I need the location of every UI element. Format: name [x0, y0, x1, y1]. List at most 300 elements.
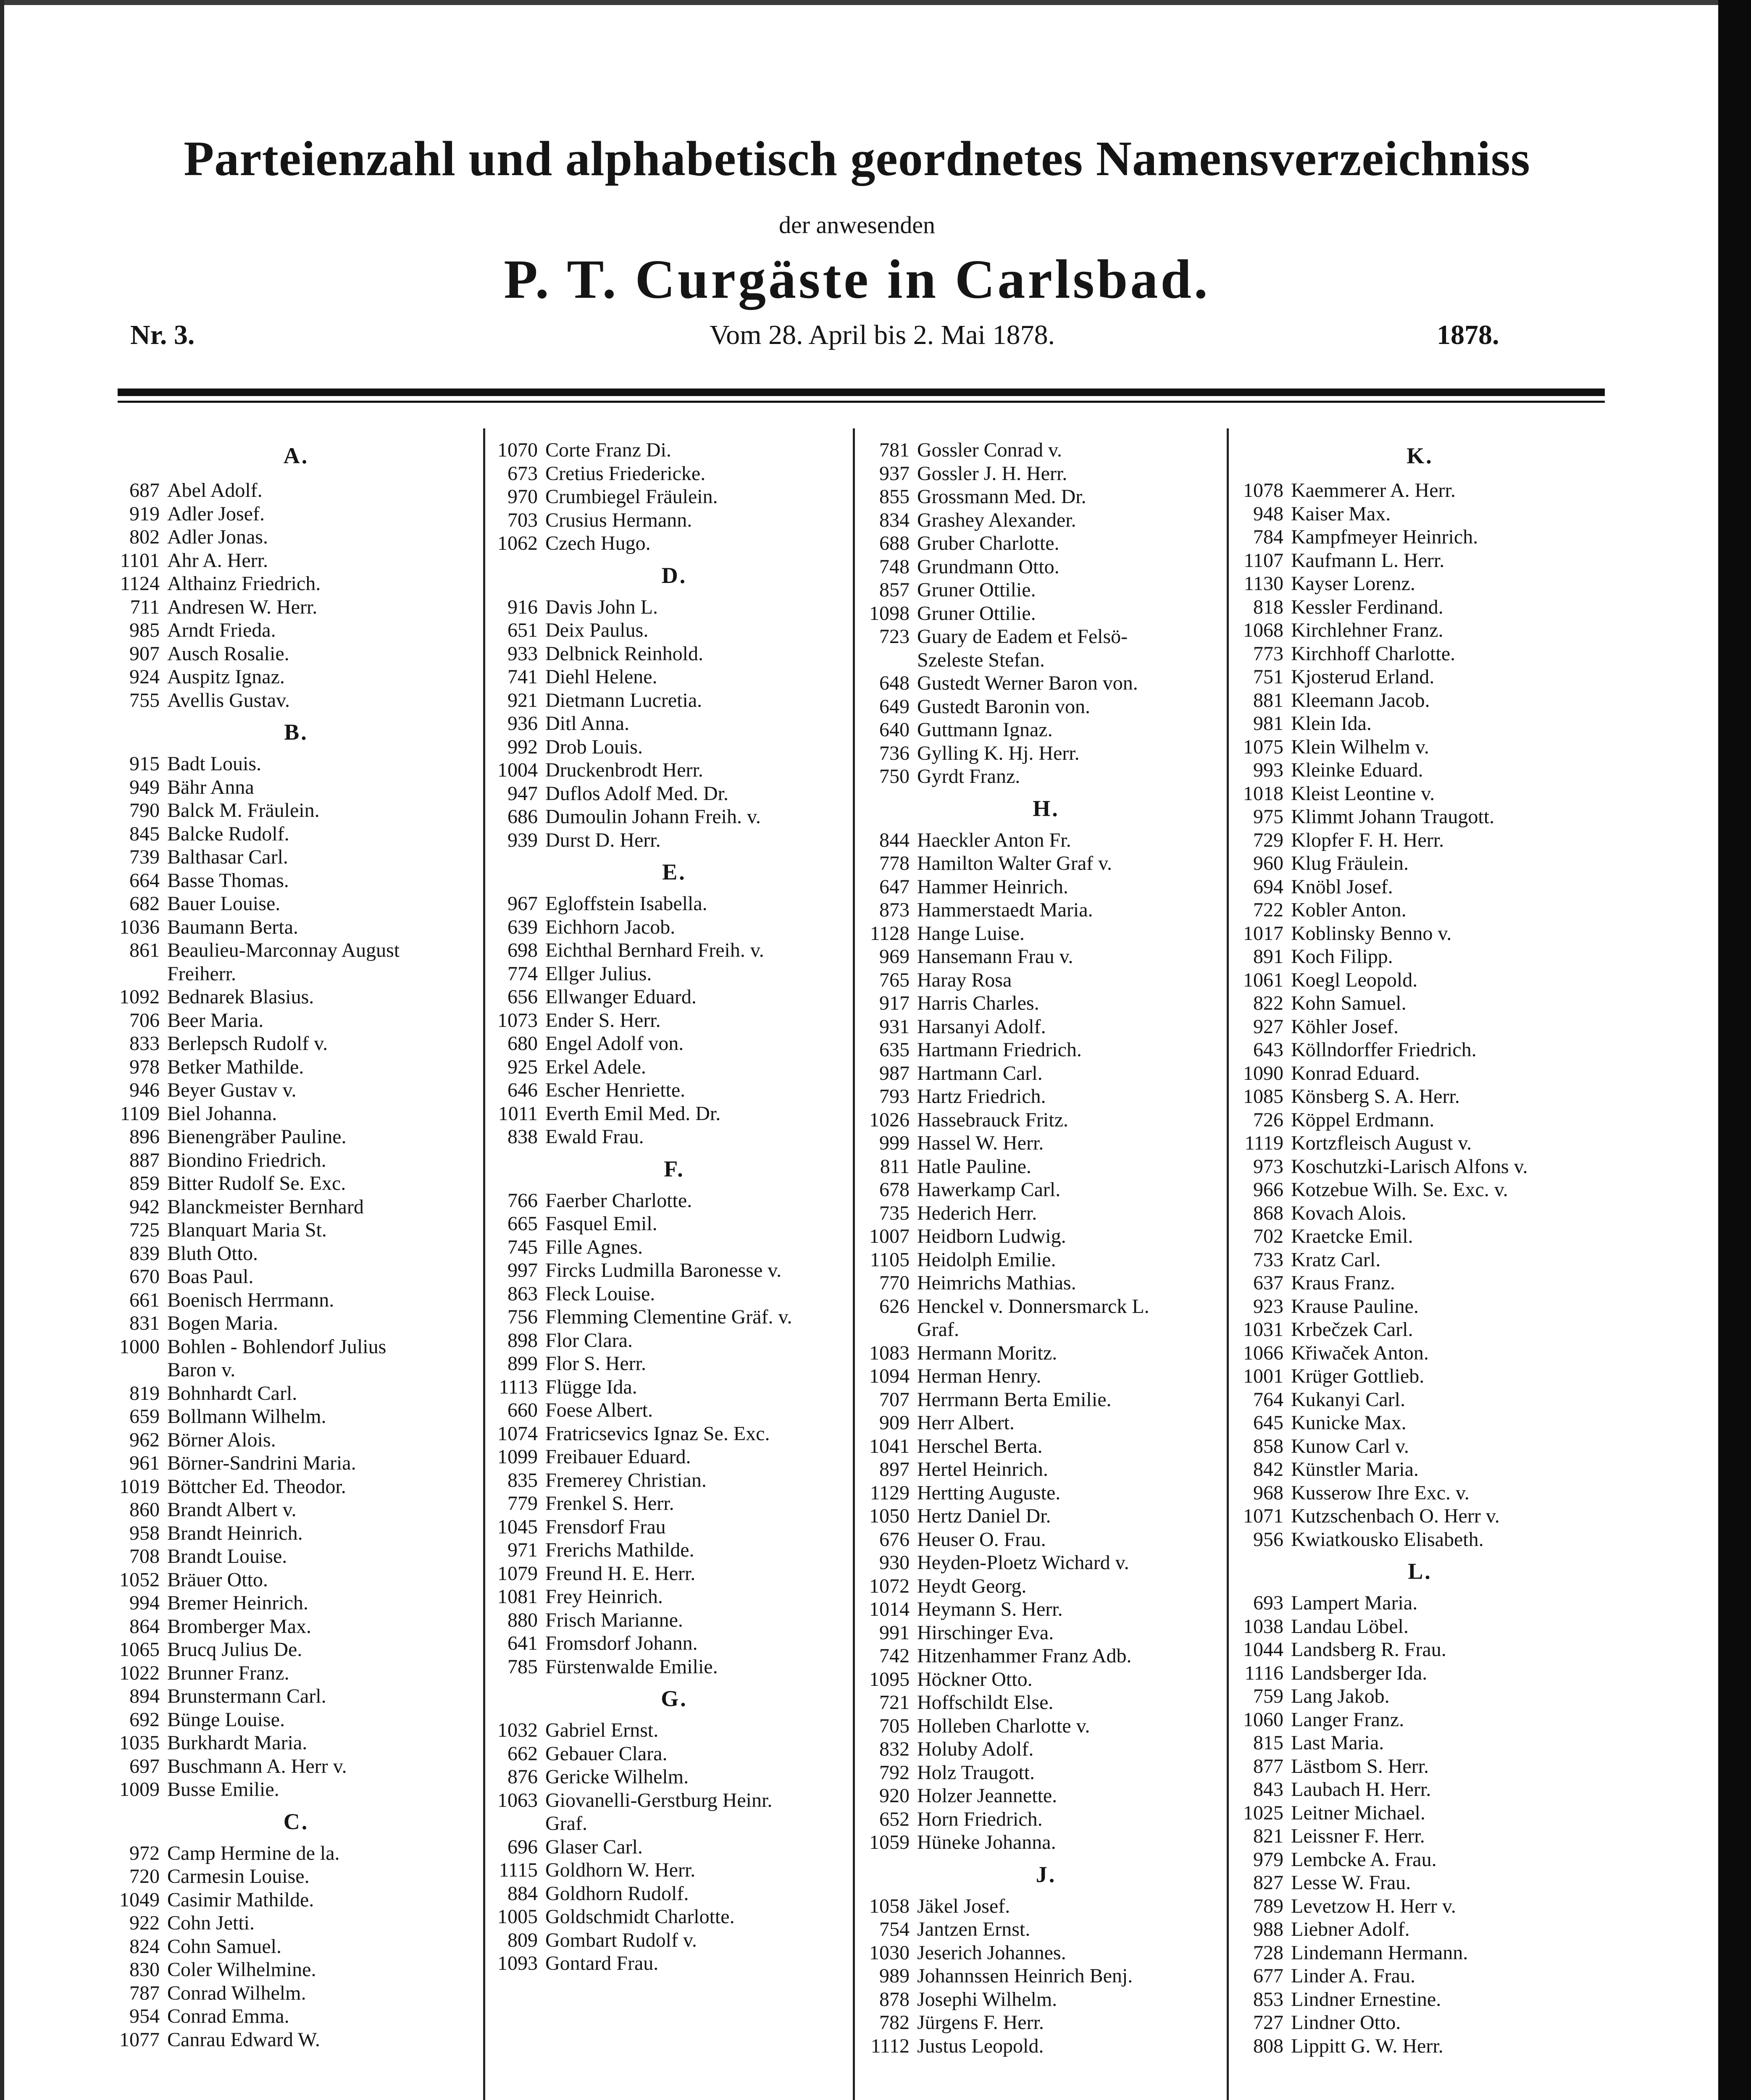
party-number: 706: [129, 1009, 160, 1032]
list-item: [101, 1475, 466, 1499]
guest-name-continuation: Graf.: [545, 1812, 587, 1835]
party-number: 1005: [497, 1906, 538, 1928]
guest-name: Balthasar Carl.: [167, 846, 288, 869]
guest-name: Durst D. Herr.: [545, 829, 661, 851]
guest-name: Gruner Ottilie.: [917, 602, 1036, 625]
party-number: 1031: [1243, 1318, 1283, 1341]
section-letter: A.: [283, 443, 309, 468]
list-item: [851, 1038, 1216, 1062]
guest-name: Ditl Anna.: [545, 712, 629, 735]
party-number: 723: [879, 625, 910, 648]
party-number: 1007: [869, 1225, 910, 1248]
guest-name: Heidolph Emilie.: [917, 1248, 1056, 1271]
guest-name: Bünge Louise.: [167, 1708, 285, 1731]
party-number: 815: [1253, 1732, 1283, 1754]
party-number: 1036: [119, 916, 160, 938]
list-item: [479, 1789, 844, 1812]
guest-name: Knöbl Josef.: [1291, 875, 1393, 898]
list-item: [851, 945, 1216, 969]
list-item: [1225, 1871, 1590, 1895]
guest-name: Kukanyi Carl.: [1291, 1388, 1405, 1411]
party-number: 1022: [119, 1662, 160, 1684]
list-item: [851, 1295, 1216, 1318]
section-letter: K.: [1407, 443, 1433, 468]
party-number: 635: [879, 1039, 910, 1061]
guest-name: Gombart Rudolf v.: [545, 1929, 697, 1951]
party-number: 947: [507, 782, 538, 805]
party-number: 793: [879, 1085, 910, 1108]
party-number: 687: [129, 479, 160, 502]
guest-name: Freund H. E. Herr.: [545, 1562, 696, 1585]
guest-name: Conrad Emma.: [167, 2005, 289, 2028]
list-item: [851, 1761, 1216, 1785]
guest-name: Kohn Samuel.: [1291, 992, 1407, 1015]
party-number: 985: [129, 619, 160, 642]
party-number: 853: [1253, 1988, 1283, 2011]
party-number: 842: [1253, 1458, 1283, 1481]
party-number: 973: [1253, 1155, 1283, 1178]
guest-name-continuation: Freiherr.: [167, 962, 236, 985]
party-number: 821: [1253, 1825, 1283, 1848]
guest-name: Hartz Friedrich.: [917, 1085, 1046, 1108]
party-number: 787: [129, 1982, 160, 2004]
party-number: 661: [129, 1289, 160, 1311]
party-number: 808: [1253, 2034, 1283, 2057]
party-number: 844: [879, 829, 910, 851]
list-item: [1225, 1801, 1590, 1825]
list-item: [101, 619, 466, 642]
party-number: 647: [879, 875, 910, 898]
party-number: 898: [507, 1329, 538, 1352]
guest-name: Biel Johanna.: [167, 1102, 277, 1125]
party-number: 774: [507, 962, 538, 985]
party-number: 863: [507, 1282, 538, 1305]
party-number: 1079: [497, 1562, 538, 1585]
party-number: 688: [879, 532, 910, 555]
list-item: [1225, 922, 1590, 945]
guest-name: Klimmt Johann Traugott.: [1291, 806, 1495, 828]
list-item: [851, 1598, 1216, 1621]
guest-name: Crumbiegel Fräulein.: [545, 486, 718, 508]
party-number: 759: [1253, 1685, 1283, 1708]
list-item: [851, 898, 1216, 922]
party-number: 1075: [1243, 735, 1283, 758]
guest-name: Bohnhardt Carl.: [167, 1382, 297, 1404]
party-number: 1025: [1243, 1801, 1283, 1824]
guest-name: Basse Thomas.: [167, 869, 289, 892]
document-title: Parteienzahl und alphabetisch geordnetes Namensverzeichniss: [184, 131, 1530, 186]
party-number: 878: [879, 1988, 910, 2011]
list-item: [101, 1731, 466, 1755]
list-item: [1225, 572, 1590, 596]
list-item: [1225, 1202, 1590, 1225]
guest-name: Engel Adolf von.: [545, 1032, 684, 1055]
party-number: 721: [879, 1691, 910, 1714]
guest-name: Fromsdorf Johann.: [545, 1632, 698, 1655]
guest-name: Conrad Wilhelm.: [167, 1982, 306, 2004]
list-item: [101, 1662, 466, 1685]
list-item: [1225, 712, 1590, 735]
party-number: 1083: [869, 1341, 910, 1364]
list-item: [101, 1032, 466, 1055]
guest-name: Gericke Wilhelm.: [545, 1766, 689, 1788]
party-number: 754: [879, 1918, 910, 1941]
party-number: 1066: [1243, 1341, 1283, 1364]
party-number: 962: [129, 1428, 160, 1451]
guest-name: Erkel Adele.: [545, 1055, 646, 1078]
issue-year: 1878.: [1437, 320, 1499, 350]
party-number: 1113: [499, 1376, 538, 1398]
guest-name: Kleinke Eduard.: [1291, 759, 1423, 782]
list-item: [101, 822, 466, 846]
party-number: 931: [879, 1015, 910, 1038]
document-place-heading: P. T. Curgäste in Carlsbad.: [504, 248, 1210, 310]
list-item: [1225, 1731, 1590, 1755]
guest-name: Betker Mathilde.: [167, 1055, 304, 1078]
party-number: 1059: [869, 1831, 910, 1854]
party-number: 1099: [497, 1446, 538, 1468]
party-number: 1063: [497, 1789, 538, 1811]
guest-name: Baumann Berta.: [167, 916, 298, 938]
guest-name: Crusius Hermann.: [545, 509, 692, 531]
guest-name: Kirchlehner Franz.: [1291, 619, 1443, 642]
guest-name: Holzer Jeannette.: [917, 1785, 1057, 1807]
header-rule-thick: [118, 388, 1605, 396]
list-item: [851, 1435, 1216, 1458]
party-number: 1119: [1244, 1132, 1283, 1155]
party-number: 1107: [1244, 549, 1283, 572]
guest-name: Landau Löbel.: [1291, 1615, 1409, 1638]
guest-name: Herschel Berta.: [917, 1435, 1043, 1457]
guest-name: Lippitt G. W. Herr.: [1291, 2034, 1443, 2057]
party-number: 925: [507, 1055, 538, 1078]
party-number: 733: [1253, 1248, 1283, 1271]
guest-name: Brunner Franz.: [167, 1662, 289, 1684]
list-item: [479, 1399, 844, 1422]
party-number: 833: [129, 1032, 160, 1055]
list-item: [479, 1492, 844, 1515]
guest-name: Heydt Georg.: [917, 1575, 1027, 1597]
party-number: 1109: [120, 1102, 160, 1125]
guest-name: Langer Franz.: [1291, 1708, 1404, 1731]
list-item: [851, 1941, 1216, 1965]
list-item: [479, 735, 844, 759]
party-number: 927: [1253, 1015, 1283, 1038]
list-item: [479, 1259, 844, 1282]
list-item: [101, 1888, 466, 1912]
list-item: [479, 1079, 844, 1102]
list-item: [1225, 875, 1590, 899]
list-item: [101, 1865, 466, 1888]
party-number: 923: [1253, 1295, 1283, 1318]
list-item: [851, 1691, 1216, 1714]
list-item: [101, 1242, 466, 1265]
party-number: 891: [1253, 945, 1283, 968]
list-item: [479, 1032, 844, 1055]
guest-name: Leitner Michael.: [1291, 1801, 1425, 1824]
list-item: [851, 1108, 1216, 1132]
party-number: 1030: [869, 1941, 910, 1964]
party-number: 1077: [119, 2028, 160, 2051]
guest-name: Badt Louis.: [167, 753, 261, 775]
guest-name: Landsberg R. Frau.: [1291, 1638, 1446, 1661]
guest-name: Corte Franz Di.: [545, 439, 671, 462]
list-item: [1225, 1131, 1590, 1155]
section-letter: G.: [661, 1686, 688, 1711]
party-number: 1090: [1243, 1062, 1283, 1084]
scan-edge-right: [1718, 0, 1751, 2100]
guest-name: Bähr Anna: [167, 776, 254, 798]
guest-name: Andresen W. Herr.: [167, 596, 318, 618]
guest-name: Hoffschildt Else.: [917, 1691, 1054, 1714]
guest-name: Johannssen Heinrich Benj.: [917, 1965, 1133, 1987]
party-number: 784: [1253, 526, 1283, 549]
list-item: [851, 1504, 1216, 1528]
party-number: 993: [1253, 759, 1283, 782]
list-item: [101, 1842, 466, 1865]
party-number: 748: [879, 555, 910, 578]
list-item: [1225, 1225, 1590, 1248]
guest-name: Holz Traugott.: [917, 1761, 1035, 1784]
list-item: [851, 485, 1216, 509]
party-number: 643: [1253, 1039, 1283, 1061]
party-number: 1060: [1243, 1708, 1283, 1731]
list-item: [479, 1055, 844, 1079]
guest-name: Egloffstein Isabella.: [545, 892, 707, 915]
list-item: [1225, 1591, 1590, 1615]
list-item: [851, 829, 1216, 852]
list-item: [479, 1719, 844, 1742]
party-number: 1052: [119, 1568, 160, 1591]
party-number: 939: [507, 829, 538, 851]
list-item: [479, 532, 844, 555]
party-number: 660: [507, 1399, 538, 1422]
list-item: [101, 1009, 466, 1032]
party-number: 835: [507, 1469, 538, 1491]
guest-name: Carmesin Louise.: [167, 1865, 310, 1888]
guest-name: Blanquart Maria St.: [167, 1219, 327, 1242]
list-item: [101, 776, 466, 799]
guest-name: Justus Leopold.: [917, 2034, 1044, 2057]
list-item: [1225, 759, 1590, 782]
guest-name: Beaulieu-Marconnay August: [167, 939, 400, 962]
party-number: 739: [129, 846, 160, 869]
guest-name: Hüneke Johanna.: [917, 1831, 1056, 1854]
party-number: 979: [1253, 1848, 1283, 1871]
party-number: 954: [129, 2005, 160, 2028]
guest-name: Kunicke Max.: [1291, 1412, 1407, 1434]
list-item: [1225, 549, 1590, 572]
party-number: 673: [507, 462, 538, 485]
guest-name: Hammerstaedt Maria.: [917, 899, 1093, 921]
party-number: 765: [879, 969, 910, 991]
list-item: [1225, 1062, 1590, 1085]
party-number: 646: [507, 1079, 538, 1102]
list-item: [851, 1365, 1216, 1388]
guest-name: Koschutzki-Larisch Alfons v.: [1291, 1155, 1528, 1178]
column-top-gap: [479, 433, 844, 438]
list-item: [1225, 1015, 1590, 1039]
scan-edge-top: [0, 0, 1751, 5]
guest-name: Kobler Anton.: [1291, 899, 1407, 921]
party-number: 992: [507, 735, 538, 758]
party-number: 1032: [497, 1719, 538, 1742]
list-item: [851, 1388, 1216, 1412]
party-number: 972: [129, 1842, 160, 1864]
guest-name: Herr Albert.: [917, 1412, 1015, 1434]
list-item: [851, 992, 1216, 1015]
guest-name: Köllndorffer Friedrich.: [1291, 1039, 1477, 1061]
party-number: 1128: [870, 922, 910, 945]
guest-name: Frey Heinrich.: [545, 1586, 663, 1608]
guest-name: Hammer Heinrich.: [917, 875, 1068, 898]
guest-name: Fasquel Emil.: [545, 1213, 657, 1235]
list-item: [1225, 596, 1590, 619]
list-item: [851, 1551, 1216, 1575]
party-number: 975: [1253, 806, 1283, 828]
list-item: [851, 1178, 1216, 1202]
guest-name: Ellger Julius.: [545, 962, 652, 985]
party-number: 727: [1253, 2011, 1283, 2034]
party-number: 915: [129, 753, 160, 775]
party-number: 1004: [497, 759, 538, 782]
list-item: [101, 1498, 466, 1522]
list-item: [851, 742, 1216, 765]
guest-name: Flügge Ida.: [545, 1376, 637, 1398]
list-item: [851, 1202, 1216, 1225]
list-item: [479, 1515, 844, 1539]
list-item: [101, 1218, 466, 1242]
guest-name: Frisch Marianne.: [545, 1609, 683, 1631]
list-item: [851, 1131, 1216, 1155]
guest-name: Hitzenhammer Franz Adb.: [917, 1645, 1132, 1667]
date-range: Vom 28. April bis 2. Mai 1878.: [709, 320, 1055, 350]
guest-name-continuation: Baron v.: [167, 1359, 236, 1381]
guest-name: Auspitz Ignaz.: [167, 666, 285, 688]
party-number: 966: [1253, 1179, 1283, 1201]
list-item: [851, 1458, 1216, 1481]
list-item: [479, 1125, 844, 1149]
party-number: 1092: [119, 986, 160, 1008]
party-number: 1062: [497, 532, 538, 555]
party-number: 790: [129, 799, 160, 822]
list-item: [479, 829, 844, 852]
list-item: [1225, 1388, 1590, 1412]
guest-name: Jürgens F. Herr.: [917, 2011, 1044, 2034]
party-number: 656: [507, 986, 538, 1008]
list-item: [851, 852, 1216, 875]
guest-name: Beyer Gustav v.: [167, 1079, 297, 1102]
party-number: 1101: [120, 549, 160, 572]
party-number: 999: [879, 1132, 910, 1155]
list-item: [851, 1085, 1216, 1108]
guest-name: Brucq Julius De.: [167, 1638, 302, 1661]
list-item: [851, 2011, 1216, 2034]
party-number: 802: [129, 526, 160, 549]
party-number: 838: [507, 1126, 538, 1148]
party-number: 832: [879, 1738, 910, 1761]
party-number: 649: [879, 695, 910, 718]
party-number: 896: [129, 1126, 160, 1148]
list-item: [1225, 1085, 1590, 1108]
party-number: 728: [1253, 1941, 1283, 1964]
guest-name: Kessler Ferdinand.: [1291, 596, 1443, 618]
list-item: [851, 1481, 1216, 1505]
list-item: [851, 1411, 1216, 1435]
list-item: [851, 462, 1216, 486]
list-item: [479, 985, 844, 1009]
guest-name: Eichhorn Jacob.: [545, 916, 676, 938]
party-number: 937: [879, 462, 910, 485]
list-item: [479, 1212, 844, 1236]
list-item: [1225, 1481, 1590, 1505]
guest-name: Althainz Friedrich.: [167, 572, 321, 595]
list-item: [851, 1918, 1216, 1941]
guest-name: Kusserow Ihre Exc. v.: [1291, 1481, 1470, 1504]
party-number: 707: [879, 1388, 910, 1411]
list-item: [1225, 1824, 1590, 1848]
guest-name: Koch Filipp.: [1291, 945, 1393, 968]
party-number: 1065: [119, 1638, 160, 1661]
party-number: 708: [129, 1545, 160, 1568]
list-item: [1225, 829, 1590, 852]
list-item: [101, 596, 466, 619]
party-number: 651: [507, 619, 538, 642]
party-number: 894: [129, 1685, 160, 1708]
party-number: 1011: [498, 1102, 538, 1125]
guest-name: Hassebrauck Fritz.: [917, 1108, 1068, 1131]
list-item: [851, 1644, 1216, 1668]
guest-name: Kortzfleisch August v.: [1291, 1132, 1472, 1155]
list-item: [101, 752, 466, 776]
guest-name: Czech Hugo.: [545, 532, 651, 555]
guest-name: Ewald Frau.: [545, 1126, 644, 1148]
list-item: [1225, 805, 1590, 829]
list-item: [479, 1236, 844, 1259]
party-number: 827: [1253, 1872, 1283, 1894]
list-item: [479, 1422, 844, 1446]
party-number: 722: [1253, 899, 1283, 921]
party-number: 676: [879, 1528, 910, 1551]
guest-name: Dumoulin Johann Freih. v.: [545, 806, 761, 828]
list-item: [101, 1125, 466, 1149]
list-item: [479, 485, 844, 509]
list-item: [1225, 689, 1590, 712]
guest-name: Frenkel S. Herr.: [545, 1492, 674, 1515]
list-item: [851, 1808, 1216, 1831]
party-number: 873: [879, 899, 910, 921]
party-number: 1044: [1243, 1638, 1283, 1661]
party-number: 1038: [1243, 1615, 1283, 1638]
guest-name: Börner-Sandrini Maria.: [167, 1452, 356, 1475]
list-item: [101, 1102, 466, 1126]
party-number: 1094: [869, 1365, 910, 1388]
list-item: [101, 1428, 466, 1452]
party-number: 967: [507, 892, 538, 915]
guest-name: Hederich Herr.: [917, 1202, 1037, 1224]
party-number: 988: [1253, 1918, 1283, 1941]
guest-name: Avellis Gustav.: [167, 689, 290, 711]
scan-edge-left: [0, 0, 4, 2100]
name-column-1: [101, 433, 466, 2051]
list-item: [101, 1195, 466, 1219]
guest-name: Heymann S. Herr.: [917, 1598, 1063, 1621]
guest-name: Haray Rosa: [917, 969, 1012, 991]
party-number: 921: [507, 689, 538, 711]
guest-name: Kaemmerer A. Herr.: [1291, 479, 1456, 502]
guest-name: Blanckmeister Bernhard: [167, 1195, 364, 1218]
party-number: 698: [507, 939, 538, 962]
